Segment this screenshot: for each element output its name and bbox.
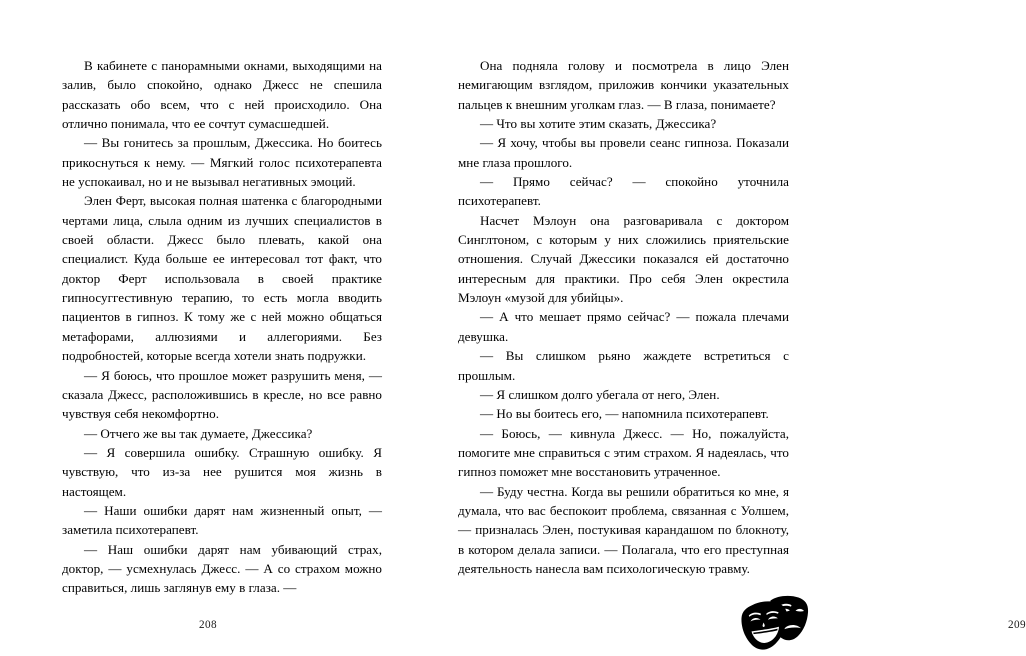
paragraph: — Боюсь, — кивнула Джесс. — Но, пожалуйста, помогите мне справиться с этим страхом. Я надеялась, что гипноз поможет мне восстановить утраченное. — [458, 425, 789, 480]
page-number-right: 209 — [1008, 619, 1026, 631]
paragraph: — Вы гонитесь за прошлым, Джессика. Но боитесь прикоснуться к нему. — Мягкий голос психотерапевта не успокаивал, но и не вызывал негативных эмоций. — [62, 135, 382, 190]
theatre-masks-icon — [730, 594, 812, 652]
paragraph: — Буду честна. Когда вы решили обратиться ко мне, я думала, что вас беспокоит проблема, связанная с Уолшем, — призналась Элен, постукивая карандашом по блокноту, в котором делала записи. — Полагала, что его преступная деятельность нанесла вам психологическую травму. — [458, 483, 789, 576]
left-page — [0, 0, 410, 656]
paragraph: — Вы слишком рьяно жаждете встретиться с прошлым. — [458, 348, 789, 383]
paragraph: — Я хочу, чтобы вы провели сеанс гипноза. Показали мне глаза прошлого. — [458, 135, 789, 170]
paragraph: — Но вы боитесь его, — напомнила психотерапевт. — [480, 406, 769, 422]
paragraph: — Что вы хотите этим сказать, Джессика? — [480, 116, 717, 132]
paragraph: — А что мешает прямо сейчас? — пожала плечами девушка. — [458, 309, 789, 344]
paragraph: Насчет Мэлоун она разговаривала с доктором Синглтоном, с которым у них сложились приятельские отношения. Случай Джессики показался ей достаточно интересным для практики. Про себя Элен окрестила Мэлоун «музой для убийцы». — [458, 212, 789, 306]
paragraph: — Наши ошибки дарят нам жизненный опыт, — заметила психотерапевт. — [62, 502, 382, 538]
paragraph: — Я боюсь, что прошлое может разрушить меня, — сказала Джесс, расположившись в кресле, но все равно чувствуя себя некомфортно. — [62, 367, 382, 422]
paragraph: Элен Ферт, высокая полная шатенка с благородными чертами лица, слыла одним из лучших специалистов в своей области. Джесс было плевать, какой она специалист. Куда больше ее интересовал тот факт, что доктор Ферт использовала в своей практике гипносуггестивную терапию, то есть могла вводить пациентов в гипноз. К тому же с ней можно общаться метафорами, аллюзиями и аллегориями. Без подробностей, которые всегда хотели знать подружки. — [62, 193, 382, 364]
right-page-textblock — [458, 56, 789, 578]
right-page — [410, 0, 1026, 656]
left-page-textblock — [62, 56, 382, 598]
paragraph: В кабинете с панорамными окнами, выходящими на залив, было спокойно, однако Джесс не спешила рассказать обо всем, что с ней происходило. Она отлично понимала, что ее сочтут сумасшедшей. — [62, 58, 382, 132]
paragraph: Она подняла голову и посмотрела в лицо Элен немигающим взглядом, приложив кончики указательных пальцев к внешним уголкам глаз. — В глаза, понимаете? — [458, 58, 789, 112]
page-number-left: 208 — [199, 619, 217, 631]
paragraph: — Наш ошибки дарят нам убивающий страх, доктор, — усмехнулась Джесс. — А со страхом можно справиться, лишь заглянув ему в глаза. — — [62, 541, 382, 596]
paragraph: — Я совершила ошибку. Страшную ошибку. Я чувствую, что из-за нее рушится моя жизнь в настоящем. — [62, 444, 382, 499]
paragraph: — Отчего же вы так думаете, Джессика? — [84, 425, 313, 441]
paragraph: — Я слишком долго убегала от него, Элен. — [480, 386, 720, 402]
paragraph: — Прямо сейчас? — спокойно уточнила психотерапевт. — [458, 174, 789, 209]
